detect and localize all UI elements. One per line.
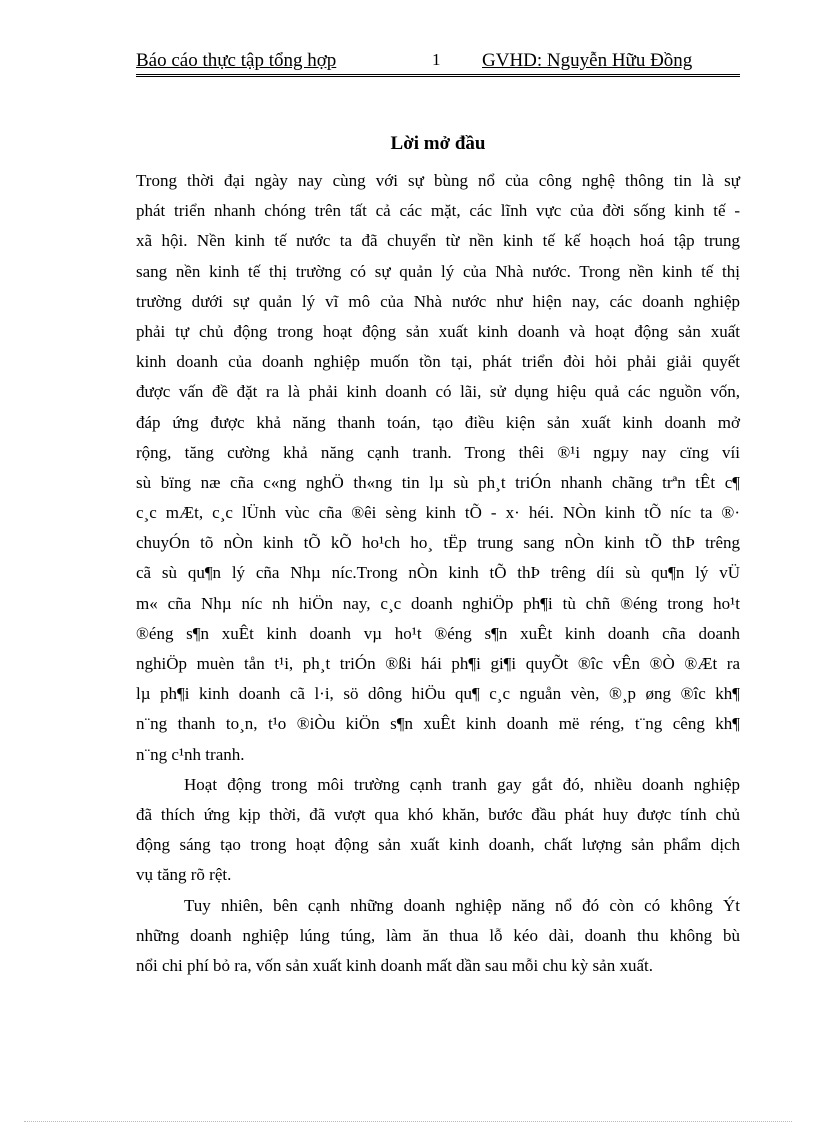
- paragraph-line: lµ ph¶i kinh doanh cã l·i, sö dông hiÖu qu¶ c¸c nguån vèn, ®¸p øng ®îc kh¶: [136, 684, 740, 704]
- supervisor-name: GVHD: Nguyễn Hữu Đồng: [482, 50, 693, 71]
- paragraph-line: đáp ứng được khả năng thanh toán, tạo điều kiện sản xuất kinh doanh mở: [136, 412, 740, 432]
- paragraph-line: phải tự chủ động trong hoạt động sản xuất kinh doanh và hoạt động sản xuất: [136, 321, 740, 341]
- paragraph-line: xã hội. Nền kinh tế nước ta đã chuyển từ nền kinh tế kế hoạch hoá tập trung: [136, 231, 740, 251]
- paragraph-line: chuyÓn tõ nÒn kinh tÕ kÕ ho¹ch ho¸ tËp trung sang nÒn kinh tÕ thÞ trêng: [136, 533, 740, 553]
- paragraph-line: đã thích ứng kịp thời, đã vượt qua khó khăn, bước đầu phát huy được tính chủ: [136, 804, 740, 824]
- paragraph-line: cã sù qu¶n lý cña Nhµ níc.Trong nÒn kinh tÕ thÞ trêng díi sù qu¶n lý vÜ: [136, 563, 740, 583]
- paragraph-line: Hoạt động trong môi trường cạnh tranh gay gắt đó, nhiều doanh nghiệp: [184, 774, 740, 794]
- page-bottom-border: [24, 1121, 792, 1122]
- page-header: [136, 48, 740, 77]
- paragraph-line: n¨ng c¹nh tranh.: [136, 744, 245, 764]
- paragraph-line: được vấn đề đặt ra là phải kinh doanh có lãi, sử dụng hiệu quả các nguồn vốn,: [136, 382, 740, 402]
- paragraph-line: vụ tăng rõ rệt.: [136, 865, 232, 885]
- paragraph-line: ®éng s¶n xuÊt kinh doanh vµ ho¹t ®éng s¶n xuÊt kinh doanh cña doanh: [136, 623, 740, 643]
- report-title: Báo cáo thực tập tổng hợp: [136, 50, 337, 71]
- section-title: Lời mở đầu: [390, 133, 486, 154]
- paragraph-line: nổi chi phí bỏ ra, vốn sản xuất kinh doanh mất dần sau mỗi chu kỳ sản xuất.: [136, 955, 653, 975]
- paragraph-line: kinh doanh của doanh nghiệp muốn tồn tại, phát triển đòi hỏi phải giải quyết: [136, 352, 740, 372]
- paragraph-line: rộng, tăng cường khả năng cạnh tranh. Trong thêi ®¹i ngµy nay cïng víi: [136, 442, 740, 462]
- paragraph-line: m« cña Nhµ níc nh hiÖn nay, c¸c doanh nghiÖp ph¶i tù chñ ®éng trong ho¹t: [136, 593, 740, 613]
- paragraph-line: Tuy nhiên, bên cạnh những doanh nghiệp năng nổ đó còn có không Ýt: [184, 895, 740, 915]
- paragraph-line: nghiÖp muèn tån t¹i, ph¸t triÓn ®ßi hái ph¶i gi¶i quyÕt ®îc vÊn ®Ò ®Æt ra: [136, 654, 740, 673]
- paragraph-line: phát triển nhanh chóng trên tất cả các mặt, các lĩnh vực của đời sống kinh tế -: [136, 201, 740, 221]
- paragraph-line: c¸c mÆt, c¸c lÜnh vùc cña ®êi sèng kinh tÕ - x· héi. NÒn kinh tÕ níc ta ®·: [136, 503, 740, 523]
- paragraph-line: sù bïng næ cña c«ng nghÖ th«ng tin lµ sù ph¸t triÓn nhanh chãng trªn tÊt c¶: [136, 472, 740, 492]
- paragraph-line: động sáng tạo trong hoạt động sản xuất kinh doanh, chất lượng sản phẩm dịch: [136, 835, 740, 855]
- paragraph-line: Trong thời đại ngày nay cùng với sự bùng nổ của công nghệ thông tin là sự: [136, 171, 740, 190]
- paragraph-line: n¨ng thanh to¸n, t¹o ®iÒu kiÖn s¶n xuÊt kinh doanh më réng, t¨ng cêng kh¶: [136, 714, 740, 734]
- page-number: 1: [432, 50, 441, 69]
- paragraph-line: trường dưới sự quản lý vĩ mô của Nhà nước như hiện nay, các doanh nghiệp: [136, 291, 740, 311]
- document-body: [136, 166, 740, 981]
- paragraph-line: những doanh nghiệp lúng túng, làm ăn thua lỗ kéo dài, doanh thu không bù: [136, 925, 740, 945]
- paragraph-line: sang nền kinh tế thị trường có sự quản lý của Nhà nước. Trong nền kinh tế thị: [136, 261, 740, 281]
